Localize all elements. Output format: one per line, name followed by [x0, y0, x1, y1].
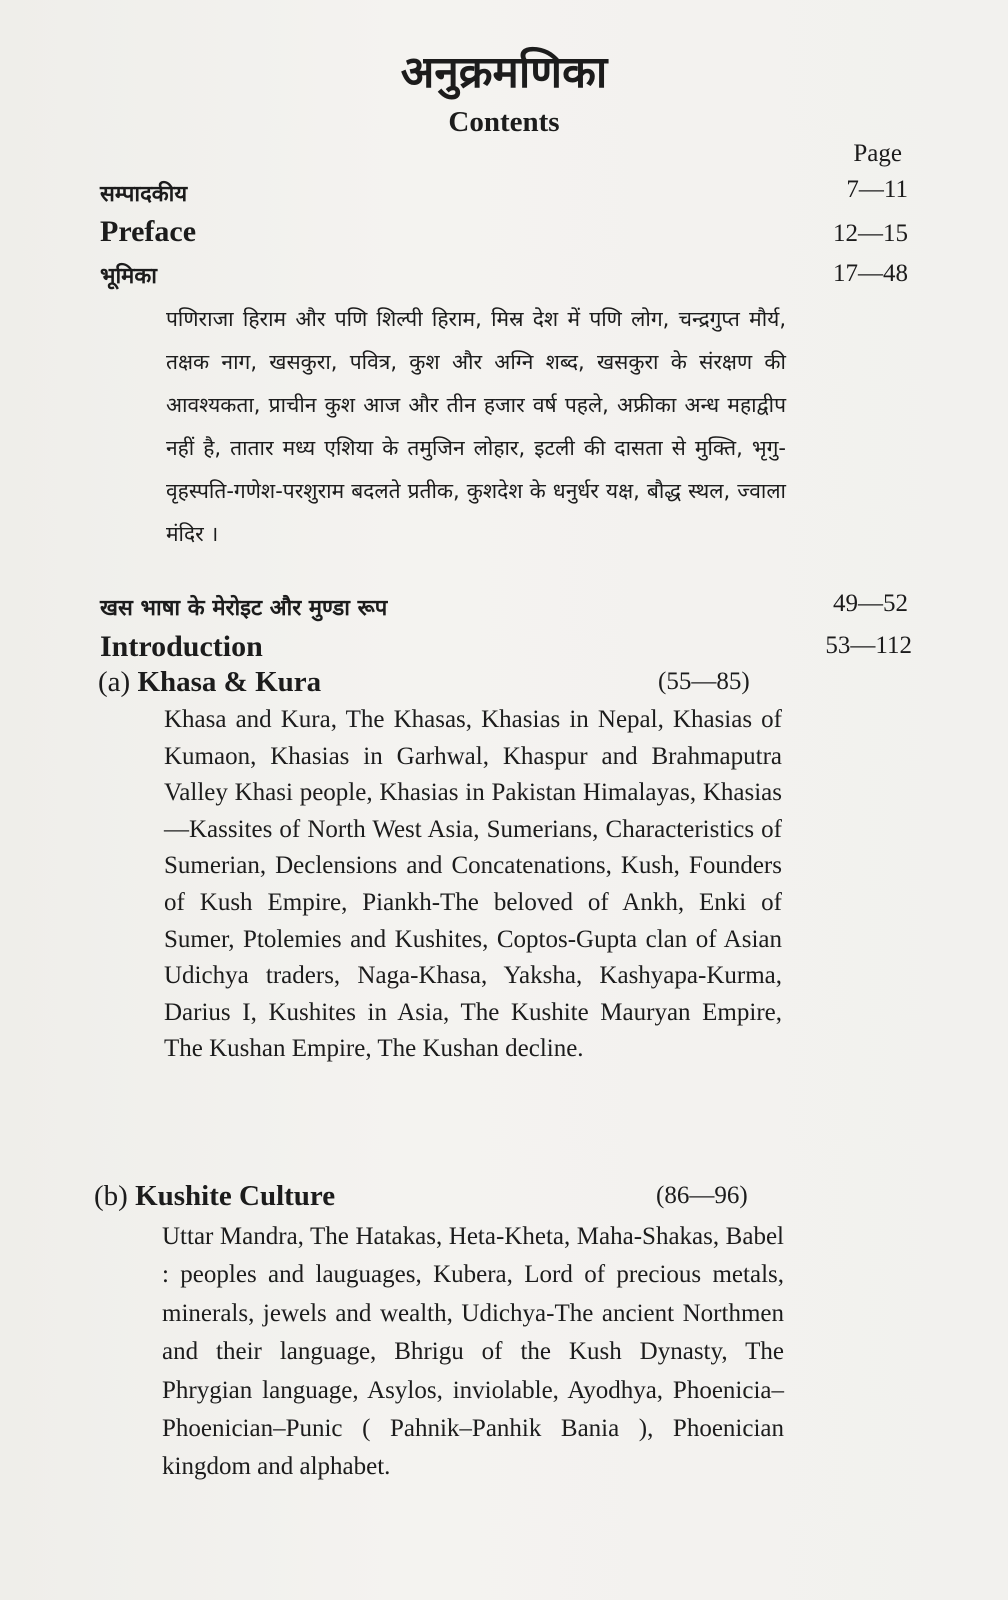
hindi-page-title: अनुक्रमणिका	[400, 47, 608, 98]
section-page-range: (55—85)	[658, 668, 750, 695]
toc-entry-pages: 17—48	[833, 260, 908, 287]
section-title: Kushite Culture	[135, 1180, 336, 1212]
toc-entry-pages: 53—112	[825, 632, 912, 659]
toc-entry-pages: 49—52	[833, 590, 908, 617]
section-title: Khasa & Kura	[137, 666, 322, 698]
toc-entry-title: भूमिका	[100, 264, 157, 289]
section-label: (b)	[94, 1180, 128, 1212]
section-heading	[98, 666, 321, 699]
section-page-range: (86—96)	[656, 1182, 748, 1209]
bhumika-description: पणिराजा हिराम और पणि शिल्पी हिराम, मिस्र देश में पणि लोग, चन्द्रगुप्त मौर्य, तक्षक नाग, खसकुरा, पवित्र, कुश और अग्नि शब्द, खसकुरा के संरक्षण की आवश्यकता, प्राचीन कुश आज और तीन हजार वर्ष पहले, अफ्रीका अन्ध महाद्वीप नहीं है, तातार मध्य एशिया के तमुजिन लोहार, इटली की दासता से मुक्ति, भृगु-वृहस्पति-गणेश-परशुराम बदलते प्रतीक, कुशदेश के धनुर्धर यक्ष, बौद्ध स्थल, ज्वाला मंदिर ।	[166, 307, 786, 546]
page-column-label: Page	[853, 140, 902, 167]
toc-entry-title: खस भाषा के मेरोइट और मुण्डा रूप	[100, 596, 388, 621]
section-label: (a)	[98, 666, 131, 698]
toc-entry-pages: 12—15	[833, 220, 908, 247]
toc-entry-title: Introduction	[100, 630, 263, 663]
section-description: Khasa and Kura, The Khasas, Khasias in Nepal, Khasias of Kumaon, Khasias in Garhwal, Khaspur and Brahmaputra Valley Khasi people, Khasias in Pakistan Himalayas, Khasias—Kassites of North West Asia, Sumerians, Characteristics of Sumerian, Declensions and Concatenations, Kush, Founders of Kush Empire, Piankh-The beloved of Ankh, Enki of Sumer, Ptolemies and Kushites, Coptos-Gupta clan of Asian Udichya traders, Naga-Khasa, Yaksha, Kashyapa-Kurma, Darius I, Kushites in Asia, The Kushite Mauryan Empire, The Kushan Empire, The Kushan decline.	[164, 706, 782, 1063]
section-description: Uttar Mandra, The Hatakas, Heta-Kheta, Maha-Shakas, Babel : peoples and lauguages, Kubera, Lord of precious metals, minerals, jewels and wealth, Udichya-The ancient Northmen and their language, Bhrigu of the Kush Dynasty, The Phrygian language, Asylos, inviolable, Ayodhya, Phoenicia– Phoenician–Punic ( Pahnik–Panhik Bania ), Phoenician kingdom and alphabet.	[162, 1223, 784, 1481]
toc-entry-pages: 7—11	[846, 176, 908, 203]
contents-title: Contents	[448, 106, 560, 138]
toc-entry-title: Preface	[100, 215, 197, 248]
toc-entry-title: सम्पादकीय	[100, 182, 188, 207]
section-heading	[94, 1180, 335, 1213]
